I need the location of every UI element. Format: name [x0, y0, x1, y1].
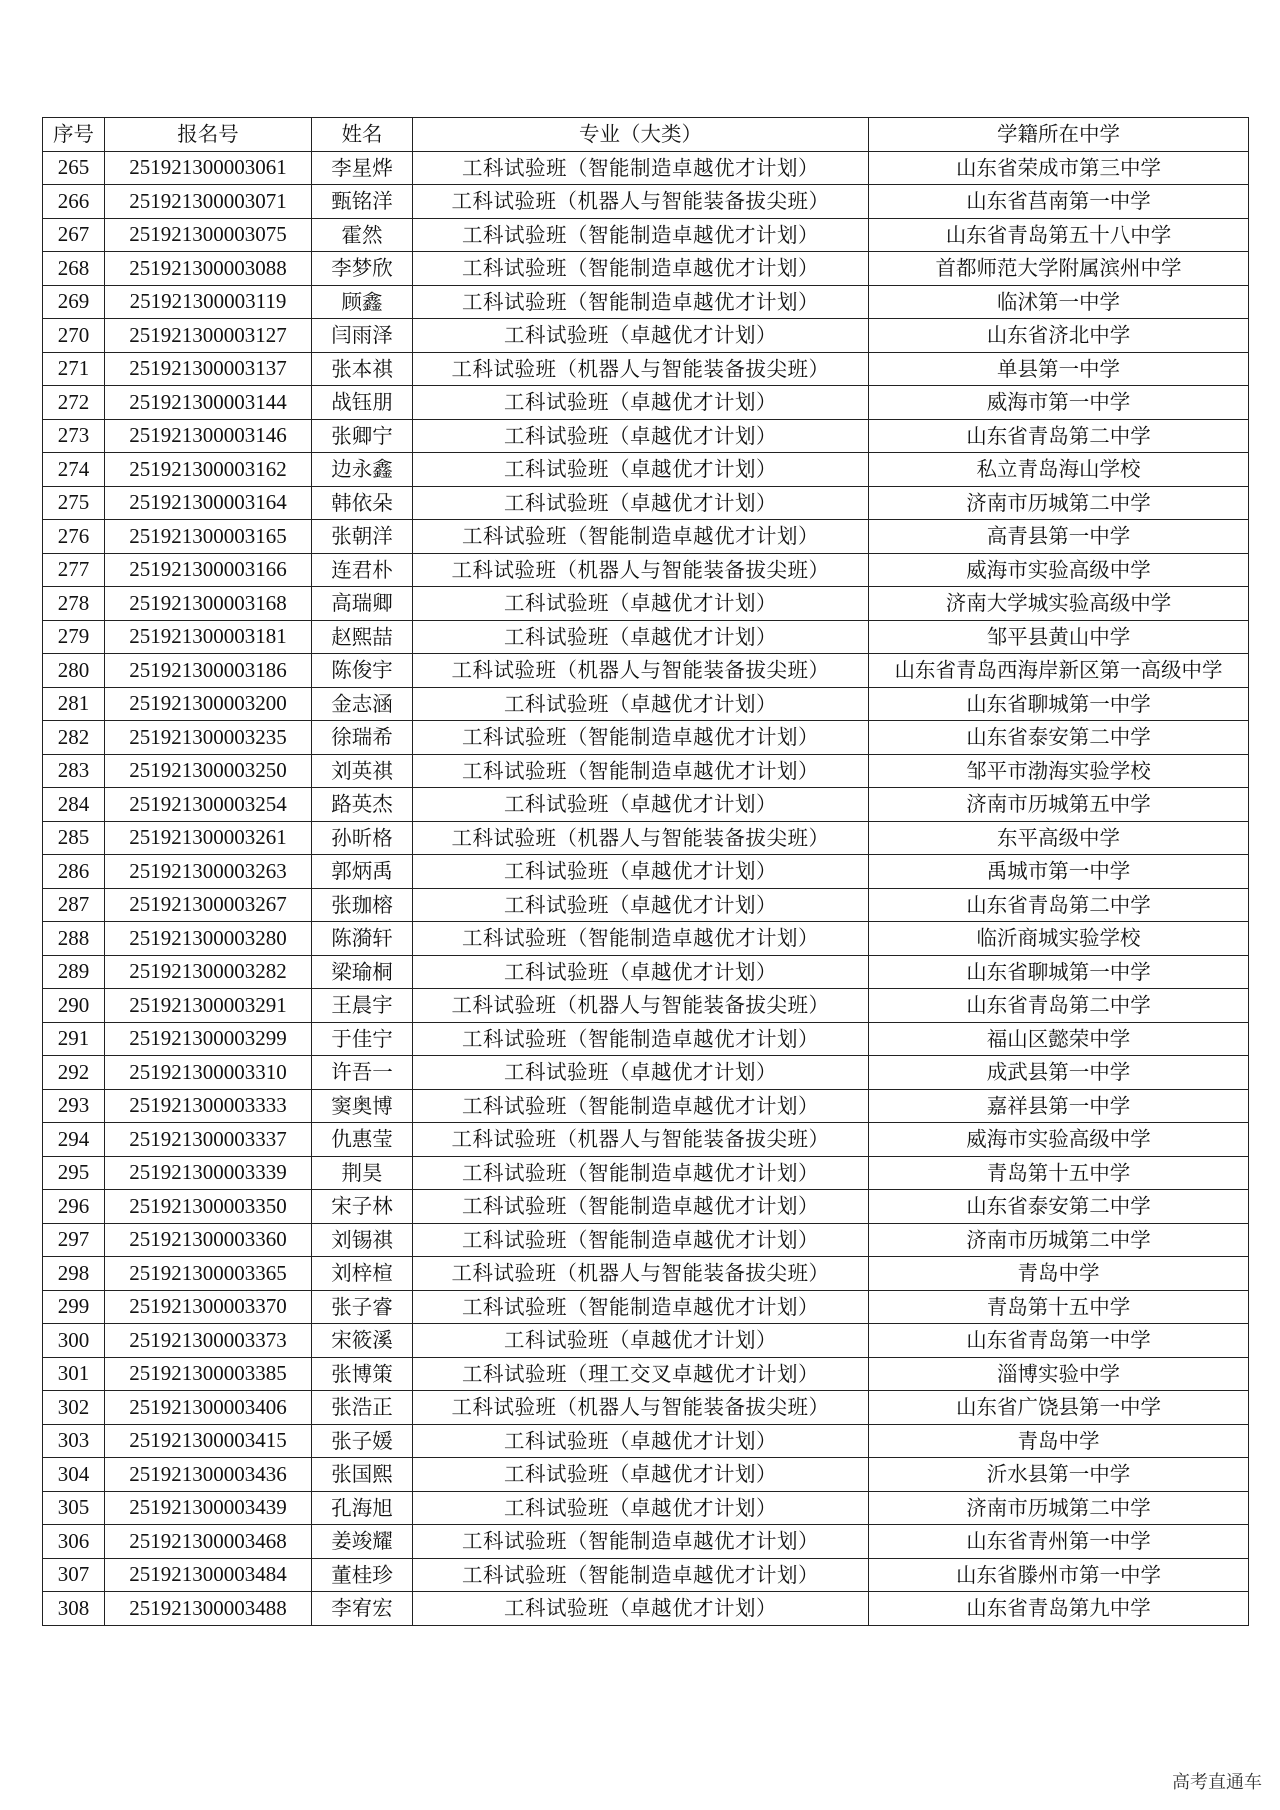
cell-name: 刘英祺	[312, 754, 413, 788]
table-row	[43, 319, 1249, 353]
table-row	[43, 1458, 1249, 1492]
cell-seq: 304	[43, 1458, 105, 1492]
cell-registration-no: 251921300003488	[105, 1592, 312, 1626]
header-seq: 序号	[43, 118, 105, 152]
cell-seq: 276	[43, 520, 105, 554]
header-row	[43, 118, 1249, 152]
cell-name: 张子睿	[312, 1290, 413, 1324]
table-row	[43, 1223, 1249, 1257]
cell-name: 连君朴	[312, 553, 413, 587]
cell-name: 于佳宁	[312, 1022, 413, 1056]
header-registration-no: 报名号	[105, 118, 312, 152]
cell-school: 沂水县第一中学	[869, 1458, 1249, 1492]
table-row	[43, 1525, 1249, 1559]
cell-registration-no: 251921300003254	[105, 788, 312, 822]
cell-seq: 277	[43, 553, 105, 587]
cell-seq: 289	[43, 955, 105, 989]
cell-seq: 296	[43, 1190, 105, 1224]
cell-registration-no: 251921300003484	[105, 1558, 312, 1592]
cell-seq: 292	[43, 1056, 105, 1090]
cell-name: 张国熙	[312, 1458, 413, 1492]
cell-seq: 293	[43, 1089, 105, 1123]
cell-major: 工科试验班（卓越优才计划）	[413, 955, 869, 989]
cell-seq: 265	[43, 151, 105, 185]
cell-school: 山东省济北中学	[869, 319, 1249, 353]
cell-name: 李梦欣	[312, 252, 413, 286]
table-row	[43, 218, 1249, 252]
table-row	[43, 151, 1249, 185]
cell-name: 郭炳禹	[312, 855, 413, 889]
cell-school: 山东省莒南第一中学	[869, 185, 1249, 219]
cell-registration-no: 251921300003146	[105, 419, 312, 453]
table-row	[43, 922, 1249, 956]
cell-major: 工科试验班（卓越优才计划）	[413, 888, 869, 922]
cell-name: 仇惠莹	[312, 1123, 413, 1157]
cell-name: 宋子林	[312, 1190, 413, 1224]
table-row	[43, 855, 1249, 889]
cell-major: 工科试验班（智能制造卓越优才计划）	[413, 1022, 869, 1056]
cell-registration-no: 251921300003439	[105, 1491, 312, 1525]
header-major: 专业（大类）	[413, 118, 869, 152]
cell-school: 临沂商城实验学校	[869, 922, 1249, 956]
cell-school: 青岛中学	[869, 1257, 1249, 1291]
cell-registration-no: 251921300003333	[105, 1089, 312, 1123]
table-header	[43, 118, 1249, 152]
cell-seq: 284	[43, 788, 105, 822]
cell-name: 徐瑞希	[312, 721, 413, 755]
cell-registration-no: 251921300003235	[105, 721, 312, 755]
cell-school: 山东省青岛第五十八中学	[869, 218, 1249, 252]
cell-registration-no: 251921300003350	[105, 1190, 312, 1224]
cell-seq: 266	[43, 185, 105, 219]
table-row	[43, 352, 1249, 386]
cell-name: 宋筱溪	[312, 1324, 413, 1358]
cell-major: 工科试验班（智能制造卓越优才计划）	[413, 218, 869, 252]
cell-school: 山东省青岛第二中学	[869, 419, 1249, 453]
cell-name: 赵熙喆	[312, 620, 413, 654]
cell-school: 高青县第一中学	[869, 520, 1249, 554]
cell-school: 威海市实验高级中学	[869, 1123, 1249, 1157]
header-school: 学籍所在中学	[869, 118, 1249, 152]
cell-seq: 305	[43, 1491, 105, 1525]
cell-seq: 297	[43, 1223, 105, 1257]
cell-registration-no: 251921300003186	[105, 654, 312, 688]
cell-school: 山东省聊城第一中学	[869, 955, 1249, 989]
cell-major: 工科试验班（智能制造卓越优才计划）	[413, 1290, 869, 1324]
cell-seq: 306	[43, 1525, 105, 1559]
cell-name: 张朝洋	[312, 520, 413, 554]
cell-registration-no: 251921300003291	[105, 989, 312, 1023]
cell-major: 工科试验班（卓越优才计划）	[413, 587, 869, 621]
cell-seq: 295	[43, 1156, 105, 1190]
table-row	[43, 185, 1249, 219]
table-row	[43, 1424, 1249, 1458]
cell-name: 许吾一	[312, 1056, 413, 1090]
cell-registration-no: 251921300003164	[105, 486, 312, 520]
cell-registration-no: 251921300003337	[105, 1123, 312, 1157]
cell-major: 工科试验班（机器人与智能装备拔尖班）	[413, 1391, 869, 1425]
cell-seq: 285	[43, 821, 105, 855]
cell-major: 工科试验班（智能制造卓越优才计划）	[413, 1156, 869, 1190]
table-row	[43, 1123, 1249, 1157]
cell-registration-no: 251921300003267	[105, 888, 312, 922]
cell-registration-no: 251921300003165	[105, 520, 312, 554]
cell-name: 高瑞卿	[312, 587, 413, 621]
cell-major: 工科试验班（智能制造卓越优才计划）	[413, 151, 869, 185]
cell-name: 顾鑫	[312, 285, 413, 319]
cell-school: 威海市实验高级中学	[869, 553, 1249, 587]
table-row	[43, 520, 1249, 554]
cell-name: 孙昕格	[312, 821, 413, 855]
cell-school: 禹城市第一中学	[869, 855, 1249, 889]
cell-school: 私立青岛海山学校	[869, 453, 1249, 487]
cell-name: 王晨宇	[312, 989, 413, 1023]
cell-major: 工科试验班（理工交叉卓越优才计划）	[413, 1357, 869, 1391]
table-row	[43, 687, 1249, 721]
cell-major: 工科试验班（卓越优才计划）	[413, 788, 869, 822]
cell-registration-no: 251921300003263	[105, 855, 312, 889]
cell-seq: 286	[43, 855, 105, 889]
cell-seq: 283	[43, 754, 105, 788]
header-name: 姓名	[312, 118, 413, 152]
table-row	[43, 620, 1249, 654]
cell-registration-no: 251921300003137	[105, 352, 312, 386]
cell-seq: 278	[43, 587, 105, 621]
cell-school: 单县第一中学	[869, 352, 1249, 386]
table-row	[43, 486, 1249, 520]
cell-school: 东平高级中学	[869, 821, 1249, 855]
cell-school: 山东省泰安第二中学	[869, 1190, 1249, 1224]
cell-registration-no: 251921300003261	[105, 821, 312, 855]
cell-seq: 294	[43, 1123, 105, 1157]
cell-registration-no: 251921300003310	[105, 1056, 312, 1090]
cell-school: 福山区懿荣中学	[869, 1022, 1249, 1056]
cell-major: 工科试验班（智能制造卓越优才计划）	[413, 1558, 869, 1592]
cell-major: 工科试验班（智能制造卓越优才计划）	[413, 721, 869, 755]
table-row	[43, 1022, 1249, 1056]
table-row	[43, 1558, 1249, 1592]
cell-school: 山东省青岛西海岸新区第一高级中学	[869, 654, 1249, 688]
cell-seq: 287	[43, 888, 105, 922]
table-row	[43, 1491, 1249, 1525]
cell-registration-no: 251921300003168	[105, 587, 312, 621]
cell-seq: 267	[43, 218, 105, 252]
cell-major: 工科试验班（智能制造卓越优才计划）	[413, 754, 869, 788]
cell-name: 张卿宁	[312, 419, 413, 453]
cell-major: 工科试验班（智能制造卓越优才计划）	[413, 1223, 869, 1257]
table-row	[43, 553, 1249, 587]
cell-major: 工科试验班（机器人与智能装备拔尖班）	[413, 821, 869, 855]
cell-seq: 281	[43, 687, 105, 721]
cell-name: 陈俊宇	[312, 654, 413, 688]
cell-school: 威海市第一中学	[869, 386, 1249, 420]
cell-name: 陈漪轩	[312, 922, 413, 956]
table-row	[43, 1391, 1249, 1425]
cell-registration-no: 251921300003299	[105, 1022, 312, 1056]
cell-major: 工科试验班（卓越优才计划）	[413, 687, 869, 721]
cell-school: 淄博实验中学	[869, 1357, 1249, 1391]
table-row	[43, 788, 1249, 822]
cell-registration-no: 251921300003385	[105, 1357, 312, 1391]
cell-name: 李星烨	[312, 151, 413, 185]
cell-seq: 275	[43, 486, 105, 520]
cell-seq: 288	[43, 922, 105, 956]
cell-registration-no: 251921300003436	[105, 1458, 312, 1492]
cell-seq: 280	[43, 654, 105, 688]
table-row	[43, 754, 1249, 788]
cell-registration-no: 251921300003370	[105, 1290, 312, 1324]
cell-name: 张子媛	[312, 1424, 413, 1458]
cell-major: 工科试验班（机器人与智能装备拔尖班）	[413, 989, 869, 1023]
cell-school: 济南市历城第二中学	[869, 1223, 1249, 1257]
cell-school: 嘉祥县第一中学	[869, 1089, 1249, 1123]
cell-name: 梁瑜桐	[312, 955, 413, 989]
cell-seq: 301	[43, 1357, 105, 1391]
cell-seq: 282	[43, 721, 105, 755]
table-row	[43, 1290, 1249, 1324]
cell-registration-no: 251921300003181	[105, 620, 312, 654]
table-row	[43, 721, 1249, 755]
cell-registration-no: 251921300003282	[105, 955, 312, 989]
table-row	[43, 989, 1249, 1023]
cell-school: 山东省青州第一中学	[869, 1525, 1249, 1559]
table-row	[43, 1592, 1249, 1626]
cell-registration-no: 251921300003144	[105, 386, 312, 420]
cell-name: 战钰朋	[312, 386, 413, 420]
cell-registration-no: 251921300003250	[105, 754, 312, 788]
table-row	[43, 1324, 1249, 1358]
cell-school: 成武县第一中学	[869, 1056, 1249, 1090]
cell-major: 工科试验班（卓越优才计划）	[413, 453, 869, 487]
cell-major: 工科试验班（卓越优才计划）	[413, 1491, 869, 1525]
cell-name: 边永鑫	[312, 453, 413, 487]
cell-major: 工科试验班（卓越优才计划）	[413, 620, 869, 654]
table-row	[43, 821, 1249, 855]
cell-school: 青岛中学	[869, 1424, 1249, 1458]
cell-major: 工科试验班（机器人与智能装备拔尖班）	[413, 185, 869, 219]
table-row	[43, 252, 1249, 286]
cell-registration-no: 251921300003071	[105, 185, 312, 219]
cell-name: 韩依朵	[312, 486, 413, 520]
cell-school: 济南市历城第五中学	[869, 788, 1249, 822]
cell-name: 窦奥博	[312, 1089, 413, 1123]
cell-major: 工科试验班（智能制造卓越优才计划）	[413, 1089, 869, 1123]
cell-major: 工科试验班（卓越优才计划）	[413, 1056, 869, 1090]
cell-name: 孔海旭	[312, 1491, 413, 1525]
cell-major: 工科试验班（智能制造卓越优才计划）	[413, 520, 869, 554]
cell-name: 刘锡祺	[312, 1223, 413, 1257]
cell-name: 霍然	[312, 218, 413, 252]
table-row	[43, 1190, 1249, 1224]
cell-name: 刘梓楦	[312, 1257, 413, 1291]
cell-registration-no: 251921300003406	[105, 1391, 312, 1425]
cell-school: 山东省泰安第二中学	[869, 721, 1249, 755]
cell-major: 工科试验班（卓越优才计划）	[413, 386, 869, 420]
cell-seq: 271	[43, 352, 105, 386]
table-row	[43, 386, 1249, 420]
cell-name: 甄铭洋	[312, 185, 413, 219]
cell-registration-no: 251921300003280	[105, 922, 312, 956]
cell-major: 工科试验班（智能制造卓越优才计划）	[413, 252, 869, 286]
cell-major: 工科试验班（机器人与智能装备拔尖班）	[413, 352, 869, 386]
cell-school: 山东省青岛第九中学	[869, 1592, 1249, 1626]
cell-registration-no: 251921300003119	[105, 285, 312, 319]
cell-seq: 274	[43, 453, 105, 487]
cell-major: 工科试验班（卓越优才计划）	[413, 486, 869, 520]
cell-major: 工科试验班（卓越优才计划）	[413, 1592, 869, 1626]
cell-name: 金志涵	[312, 687, 413, 721]
cell-school: 临沭第一中学	[869, 285, 1249, 319]
cell-school: 山东省青岛第二中学	[869, 888, 1249, 922]
cell-school: 首都师范大学附属滨州中学	[869, 252, 1249, 286]
table-body	[43, 151, 1249, 1625]
cell-major: 工科试验班（智能制造卓越优才计划）	[413, 922, 869, 956]
cell-registration-no: 251921300003468	[105, 1525, 312, 1559]
cell-seq: 272	[43, 386, 105, 420]
cell-seq: 303	[43, 1424, 105, 1458]
cell-registration-no: 251921300003373	[105, 1324, 312, 1358]
cell-major: 工科试验班（机器人与智能装备拔尖班）	[413, 553, 869, 587]
cell-name: 李宥宏	[312, 1592, 413, 1626]
cell-major: 工科试验班（智能制造卓越优才计划）	[413, 285, 869, 319]
cell-registration-no: 251921300003061	[105, 151, 312, 185]
cell-seq: 291	[43, 1022, 105, 1056]
watermark-text: 高考直通车	[1172, 1772, 1262, 1793]
cell-major: 工科试验班（卓越优才计划）	[413, 419, 869, 453]
table-row	[43, 453, 1249, 487]
cell-school: 济南大学城实验高级中学	[869, 587, 1249, 621]
cell-school: 邹平市渤海实验学校	[869, 754, 1249, 788]
cell-major: 工科试验班（智能制造卓越优才计划）	[413, 1190, 869, 1224]
cell-registration-no: 251921300003162	[105, 453, 312, 487]
cell-school: 山东省广饶县第一中学	[869, 1391, 1249, 1425]
cell-name: 闫雨泽	[312, 319, 413, 353]
cell-seq: 300	[43, 1324, 105, 1358]
cell-registration-no: 251921300003075	[105, 218, 312, 252]
cell-seq: 273	[43, 419, 105, 453]
cell-seq: 308	[43, 1592, 105, 1626]
cell-registration-no: 251921300003415	[105, 1424, 312, 1458]
cell-registration-no: 251921300003166	[105, 553, 312, 587]
cell-name: 张珈榕	[312, 888, 413, 922]
table-row	[43, 955, 1249, 989]
cell-registration-no: 251921300003365	[105, 1257, 312, 1291]
table-row	[43, 1156, 1249, 1190]
cell-name: 张浩正	[312, 1391, 413, 1425]
cell-school: 济南市历城第二中学	[869, 1491, 1249, 1525]
cell-major: 工科试验班（智能制造卓越优才计划）	[413, 1525, 869, 1559]
cell-school: 山东省聊城第一中学	[869, 687, 1249, 721]
cell-registration-no: 251921300003200	[105, 687, 312, 721]
table-row	[43, 1357, 1249, 1391]
table-row	[43, 888, 1249, 922]
cell-registration-no: 251921300003127	[105, 319, 312, 353]
cell-name: 姜竣耀	[312, 1525, 413, 1559]
cell-school: 邹平县黄山中学	[869, 620, 1249, 654]
cell-seq: 302	[43, 1391, 105, 1425]
cell-major: 工科试验班（机器人与智能装备拔尖班）	[413, 1257, 869, 1291]
table-row	[43, 1089, 1249, 1123]
cell-school: 青岛第十五中学	[869, 1290, 1249, 1324]
cell-name: 荆昊	[312, 1156, 413, 1190]
table-row	[43, 587, 1249, 621]
cell-school: 山东省青岛第一中学	[869, 1324, 1249, 1358]
cell-seq: 279	[43, 620, 105, 654]
cell-major: 工科试验班（机器人与智能装备拔尖班）	[413, 654, 869, 688]
cell-seq: 299	[43, 1290, 105, 1324]
cell-school: 山东省滕州市第一中学	[869, 1558, 1249, 1592]
cell-seq: 270	[43, 319, 105, 353]
table-row	[43, 1257, 1249, 1291]
cell-seq: 269	[43, 285, 105, 319]
cell-school: 山东省青岛第二中学	[869, 989, 1249, 1023]
cell-registration-no: 251921300003339	[105, 1156, 312, 1190]
admission-roster-table	[42, 117, 1249, 1626]
table-row	[43, 1056, 1249, 1090]
cell-major: 工科试验班（卓越优才计划）	[413, 855, 869, 889]
cell-name: 张博策	[312, 1357, 413, 1391]
cell-school: 山东省荣成市第三中学	[869, 151, 1249, 185]
cell-name: 董桂珍	[312, 1558, 413, 1592]
cell-seq: 307	[43, 1558, 105, 1592]
cell-name: 路英杰	[312, 788, 413, 822]
table-row	[43, 654, 1249, 688]
cell-major: 工科试验班（卓越优才计划）	[413, 1458, 869, 1492]
table-row	[43, 419, 1249, 453]
cell-seq: 290	[43, 989, 105, 1023]
cell-registration-no: 251921300003088	[105, 252, 312, 286]
cell-major: 工科试验班（卓越优才计划）	[413, 319, 869, 353]
cell-major: 工科试验班（卓越优才计划）	[413, 1424, 869, 1458]
cell-school: 青岛第十五中学	[869, 1156, 1249, 1190]
cell-school: 济南市历城第二中学	[869, 486, 1249, 520]
cell-registration-no: 251921300003360	[105, 1223, 312, 1257]
cell-major: 工科试验班（机器人与智能装备拔尖班）	[413, 1123, 869, 1157]
cell-name: 张本祺	[312, 352, 413, 386]
cell-seq: 298	[43, 1257, 105, 1291]
table-row	[43, 285, 1249, 319]
cell-seq: 268	[43, 252, 105, 286]
cell-major: 工科试验班（卓越优才计划）	[413, 1324, 869, 1358]
